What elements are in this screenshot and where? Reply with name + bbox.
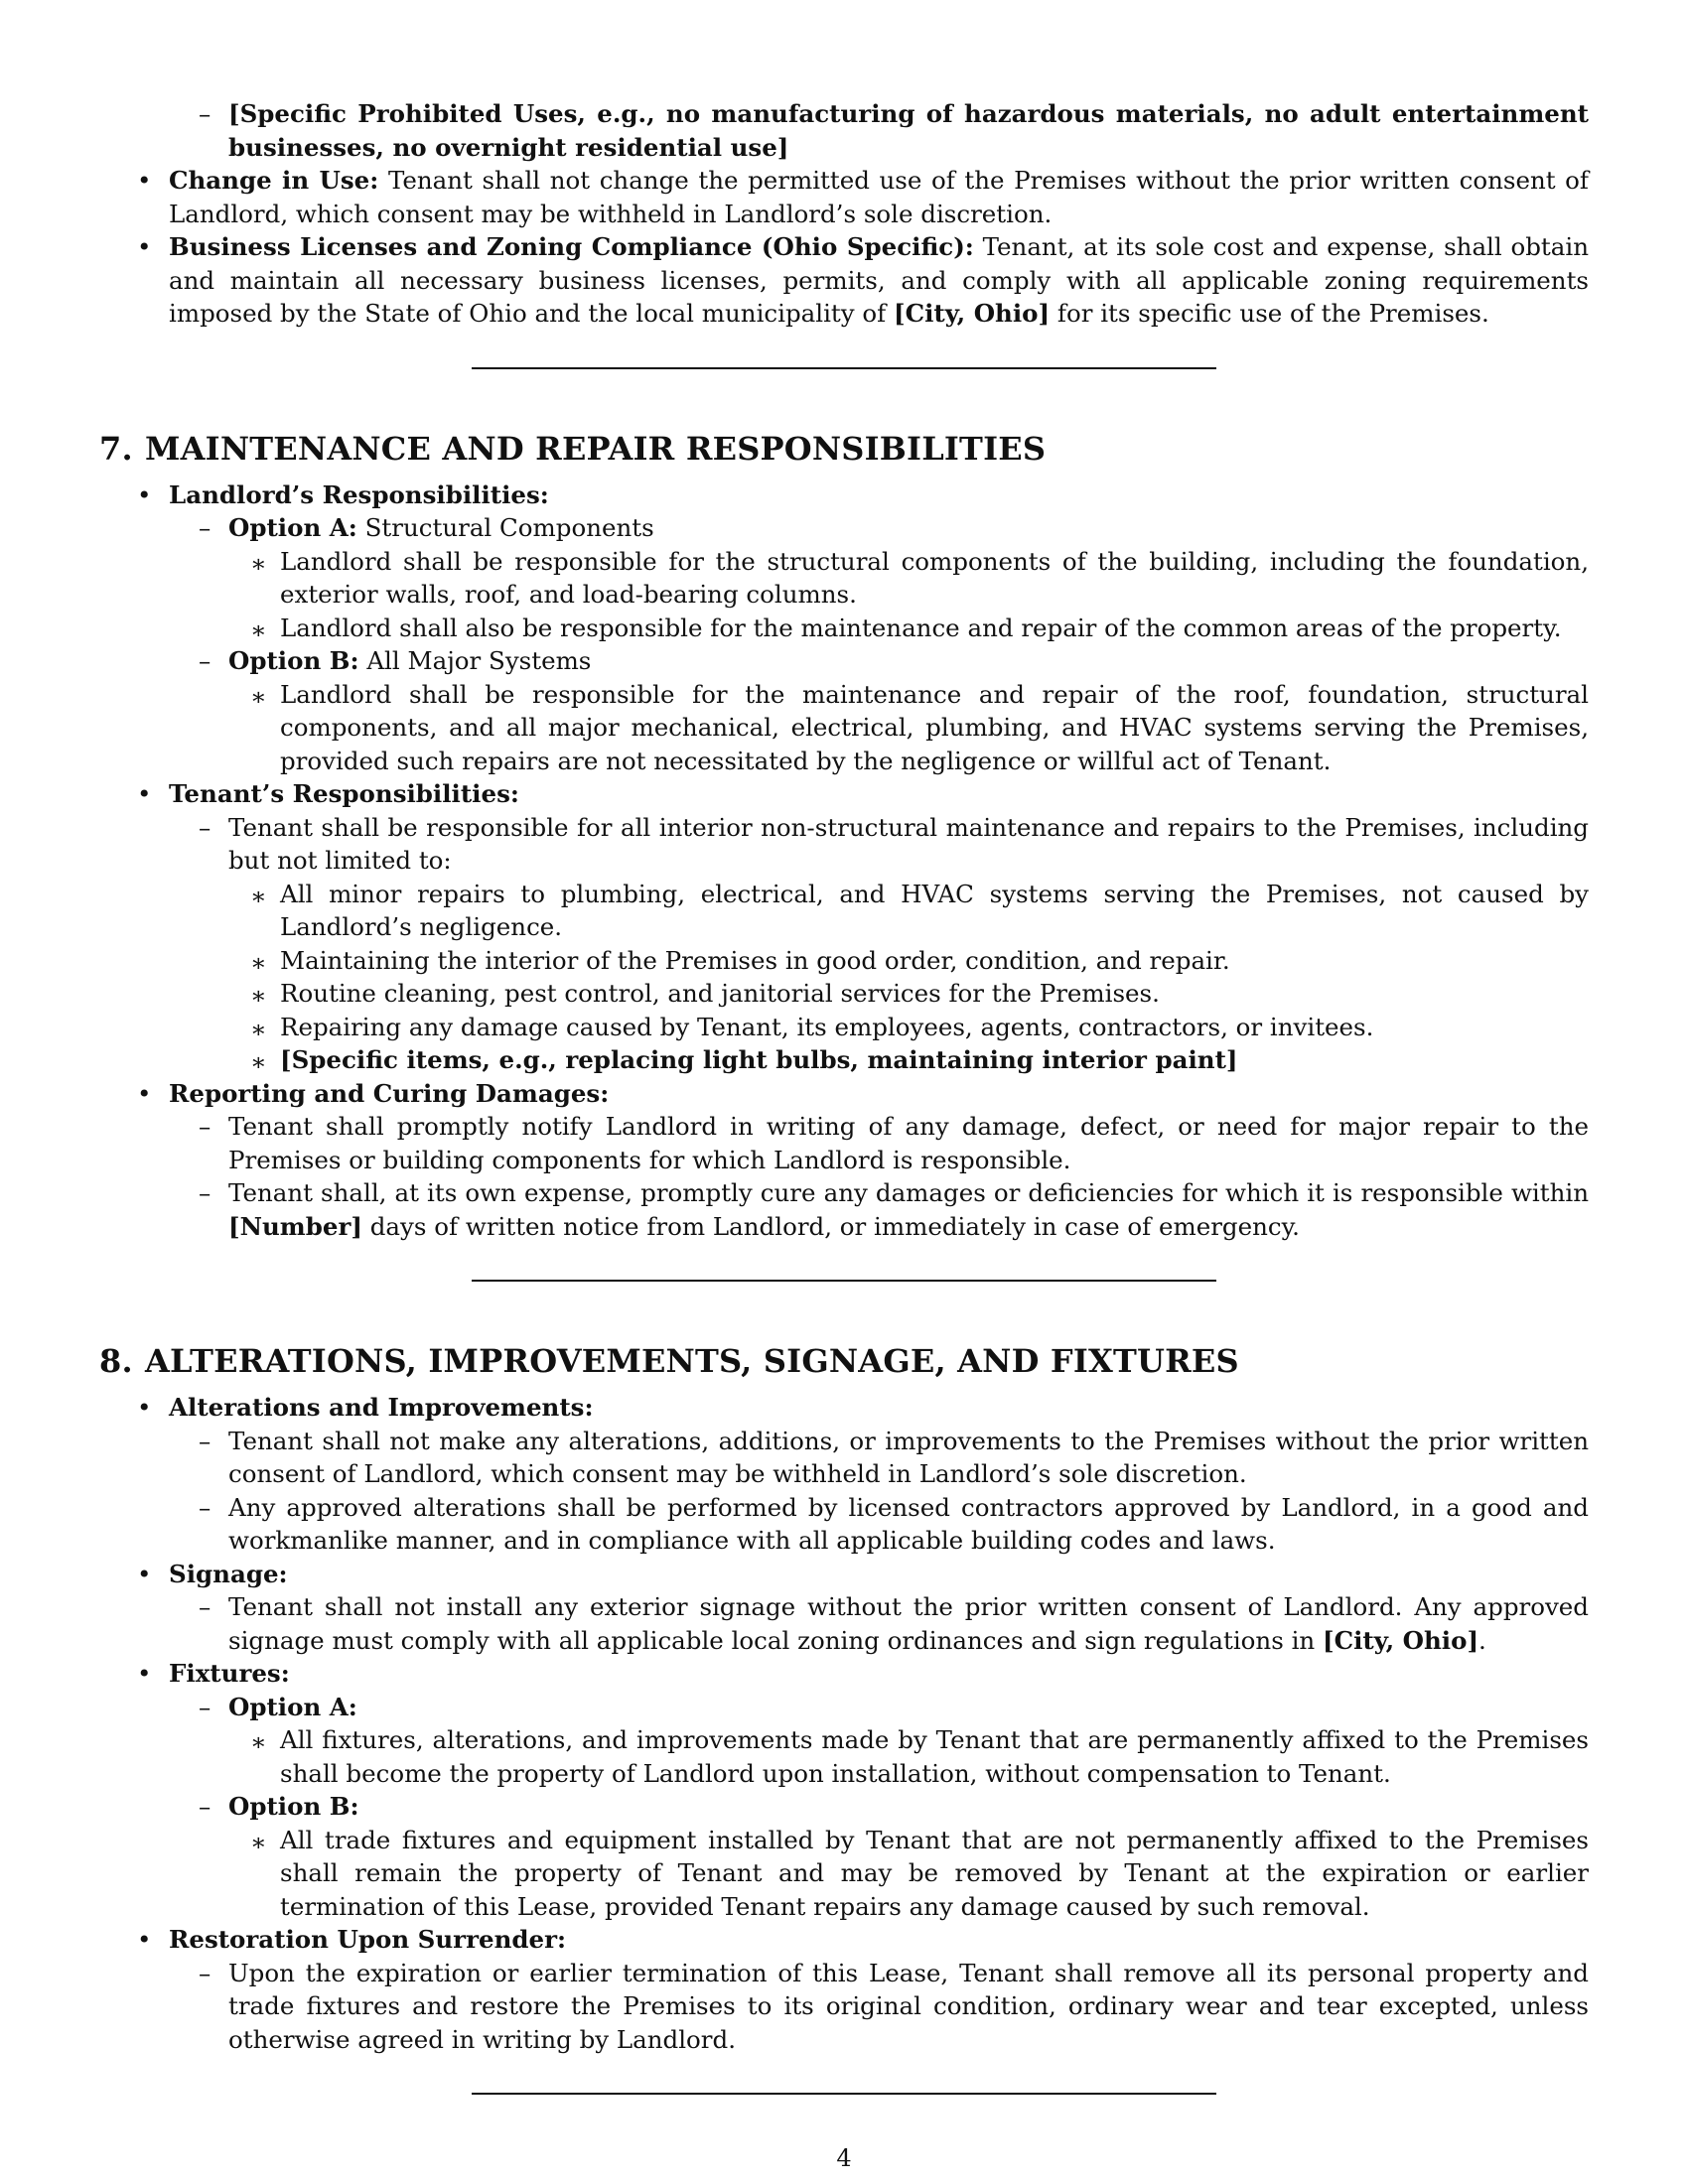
tenant-specific-placeholder: [Specific items, e.g., replacing light bulbs, maintaining interior paint] bbox=[280, 1045, 1238, 1074]
section-divider bbox=[472, 2093, 1216, 2095]
fixtures-option-a-subitem bbox=[99, 1723, 1589, 1790]
landlord-responsibilities-label: Landlord’s Responsibilities: bbox=[169, 479, 549, 509]
tenant-subitem bbox=[99, 1043, 1589, 1077]
dash-marker: – bbox=[199, 1592, 211, 1621]
option-b-subitem-text: Landlord shall be responsible for the maintenance and repair of the roof, foundation, structural components, and all major mechanical, electrical, plumbing, and HVAC systems serving the Premises, provided such repairs are not necessitated by the negligence or willful act of Tenant. bbox=[280, 679, 1589, 775]
dash-marker: – bbox=[199, 1958, 211, 1987]
signage-item bbox=[99, 1558, 1589, 1591]
dash-marker: – bbox=[199, 812, 211, 842]
reporting-subitem-text-end: days of written notice from Landlord, or immediately in case of emergency. bbox=[369, 1211, 1300, 1241]
reporting-damages-item bbox=[99, 1077, 1589, 1111]
dash-marker: – bbox=[199, 646, 211, 675]
number-placeholder: [Number] bbox=[228, 1211, 362, 1241]
tenant-subitem bbox=[99, 977, 1589, 1011]
tenant-subitem bbox=[99, 1011, 1589, 1044]
dash-marker: – bbox=[199, 513, 211, 542]
bullet-marker: • bbox=[137, 1078, 152, 1108]
bullet-marker: • bbox=[137, 1393, 152, 1422]
star-marker: ∗ bbox=[250, 1047, 267, 1076]
reporting-subitem bbox=[99, 1176, 1589, 1243]
signage-period: . bbox=[1478, 1625, 1486, 1655]
alterations-subitem bbox=[99, 1425, 1589, 1491]
reporting-damages-label: Reporting and Curing Damages: bbox=[169, 1078, 610, 1108]
business-licenses-text: Tenant, at its sole cost and expense, shall obtain and maintain all necessary business licenses, permits, and comply with all applicable zoning requirements imposed by the State of Ohio and the local municipality of bbox=[169, 232, 1589, 328]
signage-subitem bbox=[99, 1590, 1589, 1657]
option-b-subitem bbox=[99, 678, 1589, 778]
dash-marker: – bbox=[199, 1112, 211, 1141]
option-a-subitem bbox=[99, 545, 1589, 612]
city-placeholder: [City, Ohio] bbox=[1322, 1625, 1479, 1655]
restoration-label: Restoration Upon Surrender: bbox=[169, 1925, 567, 1954]
bullet-marker: • bbox=[137, 1659, 152, 1688]
fixtures-option-b-subitem bbox=[99, 1824, 1589, 1924]
signage-label: Signage: bbox=[169, 1559, 288, 1588]
tenant-responsibilities-label: Tenant’s Responsibilities: bbox=[169, 779, 519, 808]
tenant-subitem-text: Repairing any damage caused by Tenant, its employees, agents, contractors, or invitees. bbox=[280, 1012, 1374, 1041]
star-marker: ∗ bbox=[250, 614, 267, 644]
tenant-subitem-text: Maintaining the interior of the Premises in good order, condition, and repair. bbox=[280, 945, 1230, 975]
fixtures-option-b-text: All trade fixtures and equipment installed by Tenant that are not permanently affixed to the Premises shall remain the property of Tenant and may be removed by Tenant at the expiration or earlier termination of this Lease, provided Tenant repairs any damage caused by such removal. bbox=[280, 1825, 1589, 1921]
dash-marker: – bbox=[199, 1178, 211, 1207]
section-7-heading bbox=[99, 429, 1589, 469]
fixtures-option-a-text: All fixtures, alterations, and improvements made by Tenant that are permanently affixed to the Premises shall become the property of Landlord upon installation, without compensation to Tenant. bbox=[280, 1725, 1589, 1788]
fixtures-option-a-item bbox=[99, 1691, 1589, 1724]
star-marker: ∗ bbox=[250, 981, 267, 1010]
tenant-responsibilities-item bbox=[99, 777, 1589, 811]
option-a-subitem-text: Landlord shall also be responsible for the maintenance and repair of the common areas of the property. bbox=[280, 613, 1562, 642]
fixtures-option-b-item bbox=[99, 1790, 1589, 1824]
business-licenses-label: Business Licenses and Zoning Compliance (Ohio Specific): bbox=[169, 232, 974, 261]
fixtures-option-a-label: Option A: bbox=[228, 1692, 357, 1721]
section-divider bbox=[472, 367, 1216, 369]
star-marker: ∗ bbox=[250, 548, 267, 578]
alterations-subitem-text: Tenant shall not make any alterations, additions, or improvements to the Premises without the prior written consent of Landlord, which consent may be withheld in Landlord’s sole discretion. bbox=[228, 1426, 1589, 1488]
star-marker: ∗ bbox=[250, 947, 267, 977]
change-in-use-item bbox=[99, 164, 1589, 230]
star-marker: ∗ bbox=[250, 881, 267, 910]
fixtures-item bbox=[99, 1657, 1589, 1691]
change-in-use-text: Tenant shall not change the permitted use of the Premises without the prior written consent of Landlord, which consent may be withheld in Landlord’s sole discretion. bbox=[169, 166, 1589, 228]
alterations-label: Alterations and Improvements: bbox=[169, 1393, 594, 1422]
business-licenses-item bbox=[99, 230, 1589, 331]
reporting-subitem-text: Tenant shall, at its own expense, promptly cure any damages or deficiencies for which it is responsible within bbox=[228, 1178, 1589, 1207]
bullet-marker: • bbox=[137, 1559, 152, 1588]
prohibited-uses-item bbox=[99, 97, 1589, 164]
option-a-item bbox=[99, 511, 1589, 545]
tenant-subitem-text: All minor repairs to plumbing, electrical, and HVAC systems serving the Premises, not caused by Landlord’s negligence. bbox=[280, 879, 1589, 941]
section-8-heading bbox=[99, 1341, 1589, 1381]
dash-marker: – bbox=[199, 1492, 211, 1522]
bullet-marker: • bbox=[137, 232, 152, 261]
section-8-number: 8. bbox=[99, 1342, 133, 1380]
star-marker: ∗ bbox=[250, 1827, 267, 1856]
tenant-subitem bbox=[99, 878, 1589, 944]
dash-marker: – bbox=[199, 99, 211, 128]
tenant-intro-item bbox=[99, 811, 1589, 878]
business-licenses-text-end: for its specific use of the Premises. bbox=[1056, 299, 1489, 328]
option-a-text: Structural Components bbox=[364, 513, 654, 542]
alterations-subitem bbox=[99, 1491, 1589, 1558]
city-placeholder: [City, Ohio] bbox=[894, 299, 1051, 328]
reporting-subitem-text: Tenant shall promptly notify Landlord in writing of any damage, defect, or need for major repair to the Premises or building components for which Landlord is responsible. bbox=[228, 1112, 1589, 1174]
tenant-subitem bbox=[99, 944, 1589, 978]
section-divider bbox=[472, 1280, 1216, 1282]
landlord-responsibilities-item bbox=[99, 478, 1589, 512]
page-number: 4 bbox=[836, 2144, 852, 2172]
restoration-item bbox=[99, 1923, 1589, 1957]
reporting-subitem bbox=[99, 1110, 1589, 1176]
star-marker: ∗ bbox=[250, 1014, 267, 1043]
option-b-text: All Major Systems bbox=[366, 646, 592, 675]
fixtures-option-b-label: Option B: bbox=[228, 1792, 359, 1821]
option-b-label: Option B: bbox=[228, 646, 359, 675]
fixtures-label: Fixtures: bbox=[169, 1659, 290, 1688]
dash-marker: – bbox=[199, 1792, 211, 1821]
alterations-subitem-text: Any approved alterations shall be performed by licensed contractors approved by Landlord, in a good and workmanlike manner, and in compliance with all applicable building codes and laws. bbox=[228, 1492, 1589, 1555]
section-8-title: ALTERATIONS, IMPROVEMENTS, SIGNAGE, AND FIXTURES bbox=[145, 1342, 1239, 1380]
option-a-subitem-text: Landlord shall be responsible for the structural components of the building, including the foundation, exterior walls, roof, and load-bearing columns. bbox=[280, 546, 1589, 609]
star-marker: ∗ bbox=[250, 1727, 267, 1756]
document-body bbox=[99, 97, 1589, 2095]
alterations-item bbox=[99, 1391, 1589, 1425]
tenant-subitem-text: Routine cleaning, pest control, and janitorial services for the Premises. bbox=[280, 979, 1160, 1008]
option-b-item bbox=[99, 644, 1589, 678]
option-a-label: Option A: bbox=[228, 513, 357, 542]
option-a-subitem bbox=[99, 612, 1589, 645]
dash-marker: – bbox=[199, 1426, 211, 1455]
prohibited-uses-placeholder: [Specific Prohibited Uses, e.g., no manufacturing of hazardous materials, no adult entertainment businesses, no overnight residential use] bbox=[228, 99, 1589, 162]
tenant-intro-text: Tenant shall be responsible for all interior non-structural maintenance and repairs to the Premises, including but not limited to: bbox=[228, 812, 1589, 875]
dash-marker: – bbox=[199, 1692, 211, 1721]
bullet-marker: • bbox=[137, 779, 152, 808]
bullet-marker: • bbox=[137, 479, 152, 509]
restoration-subitem bbox=[99, 1957, 1589, 2057]
bullet-marker: • bbox=[137, 1925, 152, 1954]
bullet-marker: • bbox=[137, 166, 152, 195]
star-marker: ∗ bbox=[250, 681, 267, 711]
restoration-text: Upon the expiration or earlier termination of this Lease, Tenant shall remove all its personal property and trade fixtures and restore the Premises to its original condition, ordinary wear and tear excepted, unless otherwise agreed in writing by Landlord. bbox=[228, 1958, 1589, 2054]
change-in-use-label: Change in Use: bbox=[169, 166, 379, 195]
section-7-title: MAINTENANCE AND REPAIR RESPONSIBILITIES bbox=[145, 429, 1047, 468]
signage-subitem-text: Tenant shall not install any exterior signage without the prior written consent of Landlord. Any approved signage must comply with all applicable local zoning ordinances and sign regulations in bbox=[228, 1592, 1589, 1655]
section-7-number: 7. bbox=[99, 429, 133, 468]
